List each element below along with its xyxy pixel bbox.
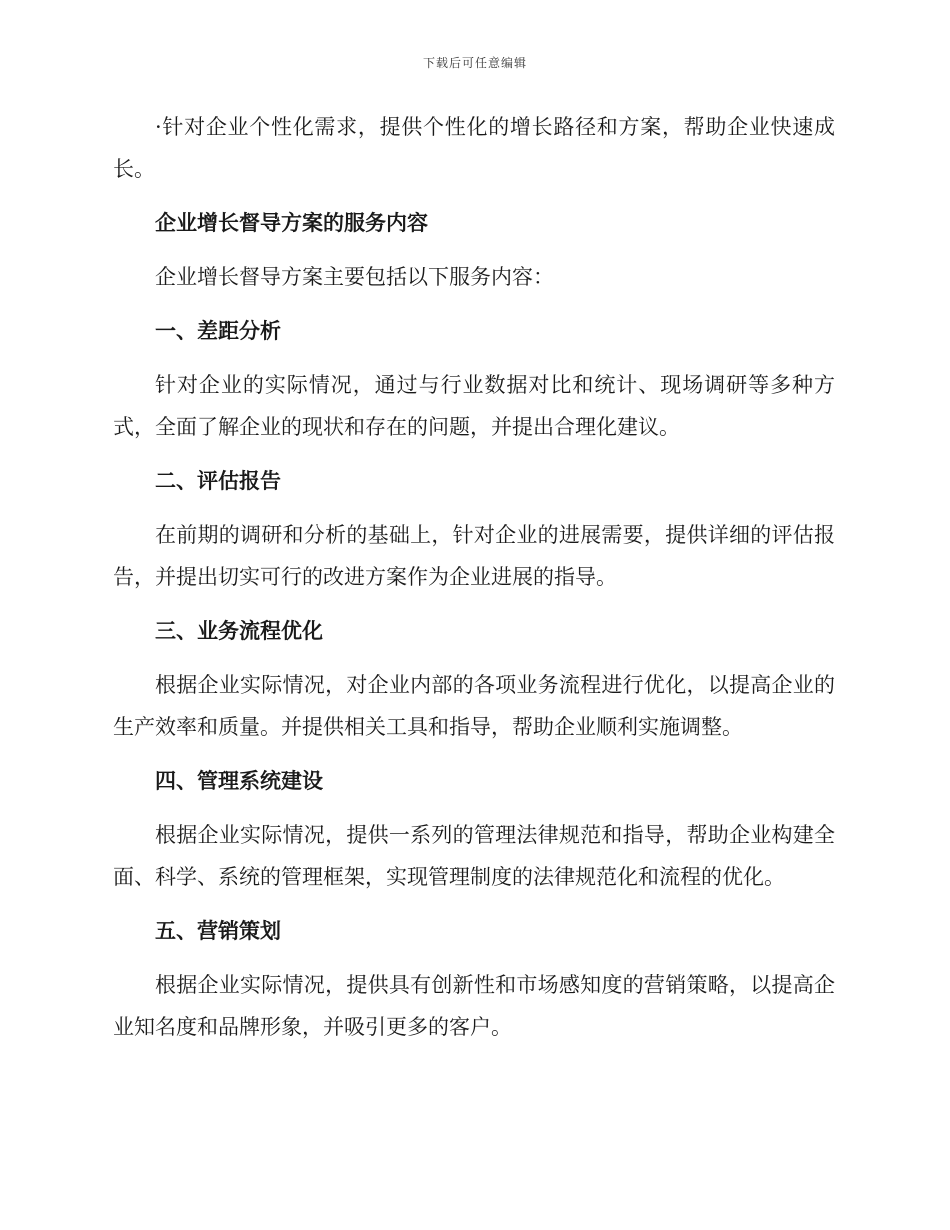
item-heading-gap-analysis: 一、差距分析 <box>155 319 281 343</box>
item-body-assessment-report: 在前期的调研和分析的基础上，针对企业的进展需要，提供详细的评估报告，并提出切实可行的改进方案作为企业进展的指导。 <box>113 523 835 589</box>
intro-bullet-paragraph: ·针对企业个性化需求，提供个性化的增长路径和方案，帮助企业快速成长。 <box>113 115 835 181</box>
item-heading-assessment-report: 二、评估报告 <box>155 469 281 493</box>
item-body-marketing-planning: 根据企业实际情况，提供具有创新性和市场感知度的营销策略，以提高企业知名度和品牌形象，并吸引更多的客户。 <box>113 973 835 1039</box>
item-heading-marketing-planning: 五、营销策划 <box>155 919 281 943</box>
item-heading-management-system: 四、管理系统建设 <box>155 769 323 793</box>
section-intro-paragraph: 企业增长督导方案主要包括以下服务内容： <box>155 265 554 289</box>
section-title: 企业增长督导方案的服务内容 <box>155 211 428 235</box>
document-content <box>113 106 835 1048</box>
item-body-management-system: 根据企业实际情况，提供一系列的管理法律规范和指导，帮助企业构建全面、科学、系统的管理框架，实现管理制度的法律规范化和流程的优化。 <box>113 823 835 889</box>
item-heading-process-optimization: 三、业务流程优化 <box>155 619 323 643</box>
item-body-process-optimization: 根据企业实际情况，对企业内部的各项业务流程进行优化，以提高企业的生产效率和质量。并提供相关工具和指导，帮助企业顺利实施调整。 <box>113 673 835 739</box>
header-note: 下载后可任意编辑 <box>422 56 527 70</box>
item-body-gap-analysis: 针对企业的实际情况，通过与行业数据对比和统计、现场调研等多种方式，全面了解企业的现状和存在的问题，并提出合理化建议。 <box>113 373 835 439</box>
